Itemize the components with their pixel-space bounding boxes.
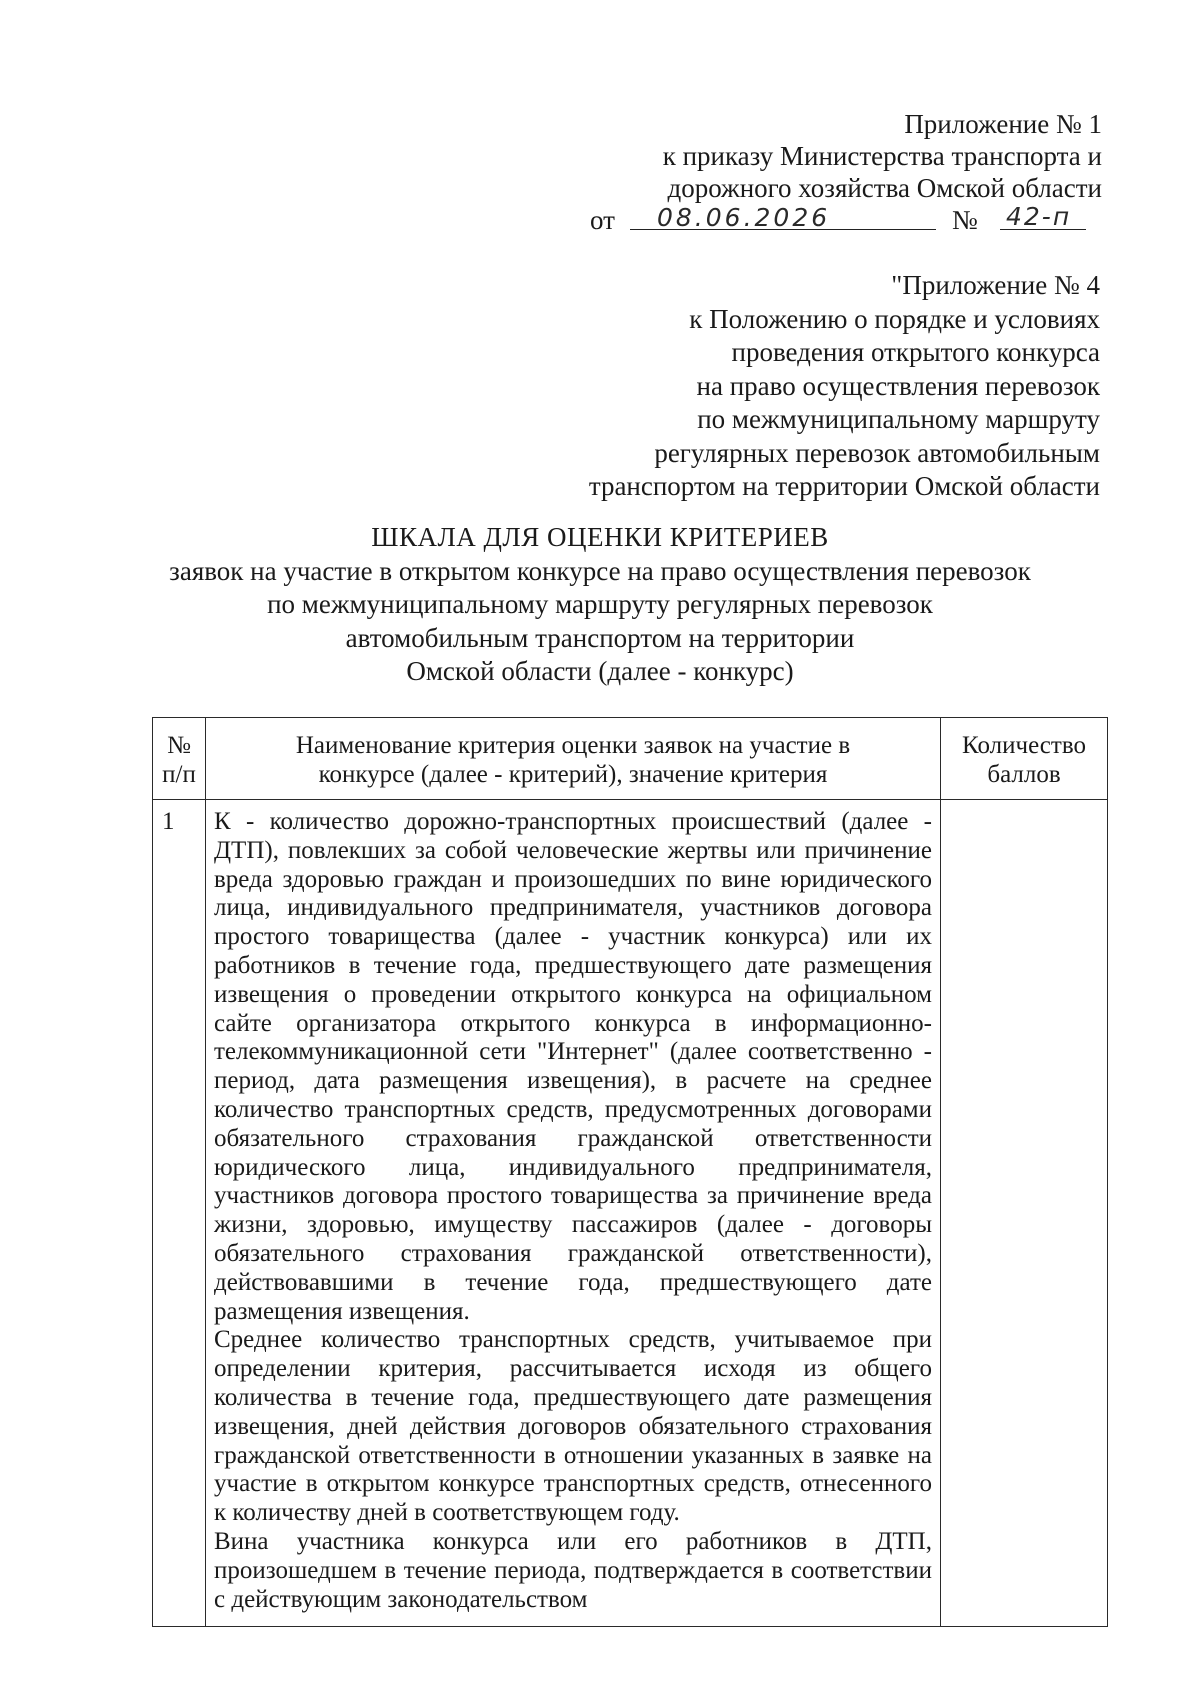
header-number-line2: п/п (162, 761, 196, 788)
header-points (941, 718, 1108, 800)
annex-4-line: "Приложение № 4 (891, 270, 1100, 300)
date-prefix: от (590, 205, 615, 235)
title-sub-line: по межмуниципальному маршруту регулярных перевозок (267, 589, 933, 619)
annex-4-header (480, 269, 1100, 504)
table-row (153, 800, 1108, 1627)
header-criterion-name (206, 718, 941, 800)
criterion-paragraph: К - количество дорожно-транспортных происшествий (далее - ДТП), повлекших за собой человеческие жертвы или причинение вреда здоровью граждан и произошедших по вине юридического лица, индивидуального предпринимателя, участников договора простого товарищества (далее - участник конкурса) или их работников в течение года, предшествующего дате размещения извещения о проведении открытого конкурса на официальном сайте организатора открытого конкурса в информационно-телекоммуникационной сети "Интернет" (далее соответственно - период, дата размещения извещения), в расчете на среднее количество транспортных средств, предусмотренных договорами обязательного страхования гражданской ответственности юридического лица, индивидуального предпринимателя, участников договора простого товарищества за причинение вреда жизни, здоровью, имуществу пассажиров (далее - договоры обязательного страхования гражданской ответственности), действовавшими в течение года, предшествующего дате размещения извещения. (214, 808, 932, 1325)
title-sub-line: заявок на участие в открытом конкурсе на право осуществления перевозок (169, 555, 1031, 586)
annex-4-line: транспортом на территории Омской области (588, 471, 1100, 501)
title-sub-line: автомобильным транспортом на территории (345, 622, 855, 653)
header-points-line2: баллов (987, 761, 1061, 788)
handwritten-date: 08.06.2026 (657, 203, 831, 232)
title-main: ШКАЛА ДЛЯ ОЦЕНКИ КРИТЕРИЕВ (371, 522, 829, 552)
table-header-row (153, 718, 1108, 800)
number-prefix: № (952, 205, 978, 235)
header-points-line1: Количество (962, 732, 1086, 759)
row-points (941, 800, 1108, 1627)
annex-4-line: к Положению о порядке и условиях (689, 303, 1100, 334)
order-header (582, 108, 1102, 238)
header-number (153, 718, 206, 800)
order-date-number-line (582, 204, 1102, 238)
document-title (110, 521, 1090, 689)
header-criterion-name-text: Наименование критерия оценки заявок на участие в конкурсе (далее - критерий), значение критерия (295, 732, 851, 788)
order-line-1: к приказу Министерства транспорта и (662, 141, 1102, 171)
handwritten-number: 42-п (1006, 202, 1072, 231)
title-sub-line: Омской области (далее - конкурс) (406, 656, 794, 686)
criterion-paragraph: Среднее количество транспортных средств, учитываемое при определении критерия, рассчитывается исходя из общего количества в течение года, предшествующего дате размещения извещения, дней действия договоров обязательного страхования гражданской ответственности в отношении указанных в заявке на участие в открытом конкурсе транспортных средств, отнесенного к количеству дней в соответствующем году. (214, 1326, 932, 1527)
row-criterion-text (206, 800, 941, 1627)
annex-4-line: на право осуществления перевозок (696, 370, 1100, 401)
header-number-line1: № (167, 732, 191, 759)
criteria-table (152, 717, 1108, 1627)
order-line-2: дорожного хозяйства Омской области (667, 173, 1102, 203)
criterion-paragraph: Вина участника конкурса или его работников в ДТП, произошедшем в течение периода, подтверждается в соответствии с действующим законодательством (214, 1527, 932, 1613)
annex-4-line: по межмуниципальному маршруту (697, 404, 1100, 434)
row-number: 1 (153, 800, 206, 1627)
annex-4-line: регулярных перевозок автомобильным (654, 437, 1100, 468)
annex-4-line: проведения открытого конкурса (731, 337, 1100, 367)
annex-title: Приложение № 1 (904, 109, 1102, 139)
